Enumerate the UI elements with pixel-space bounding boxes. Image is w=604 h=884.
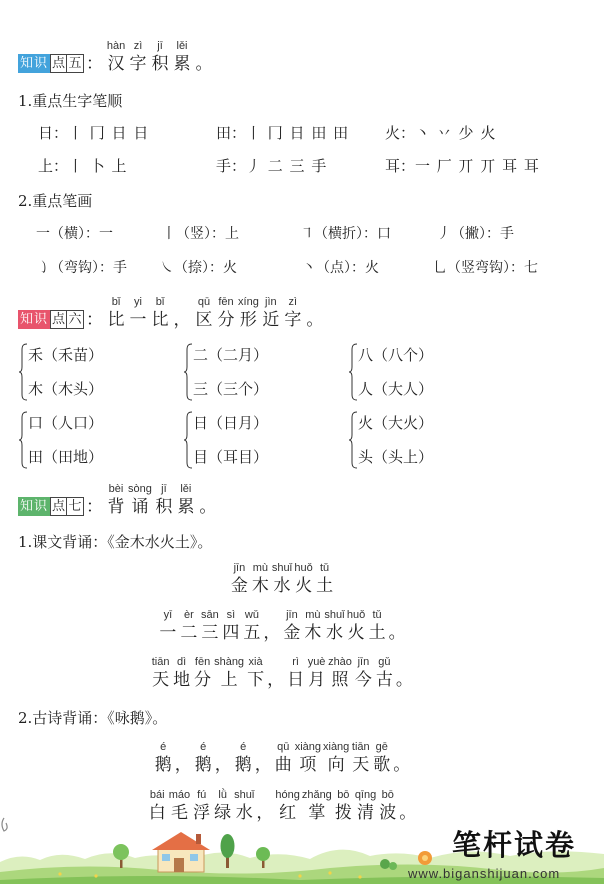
ruby-char — [322, 740, 350, 776]
hanzi: 波 — [379, 803, 397, 823]
ruby-char — [260, 295, 282, 331]
ruby-char — [127, 482, 153, 518]
ruby-char — [105, 482, 127, 518]
hanzi: 一 — [159, 623, 177, 643]
logo-icon — [418, 851, 432, 865]
hanzi: 累 — [177, 497, 195, 517]
brace-icon — [348, 343, 358, 401]
compare-item: 二（二月） — [193, 346, 269, 364]
hanzi: 水 — [273, 576, 291, 596]
hanzi: 清 — [357, 803, 375, 823]
hanzi: ， — [173, 310, 191, 330]
ruby-punct — [304, 295, 326, 331]
hanzi: ， — [263, 623, 281, 643]
house-icon — [152, 832, 210, 872]
compare-group — [18, 343, 148, 401]
hanzi: 土 — [368, 623, 386, 643]
ruby-char — [293, 561, 314, 597]
compare-item: 目（耳目） — [193, 448, 269, 466]
ruby-char — [281, 608, 302, 644]
pinyin: bèi — [108, 483, 124, 495]
compare-group — [183, 343, 313, 401]
ruby-char — [192, 655, 213, 691]
ruby-char — [367, 608, 388, 644]
hanzi: 鹅 — [234, 755, 252, 775]
stroke-item: 丶（点）：火 — [302, 260, 379, 276]
compare-item: 人（大人） — [358, 380, 434, 398]
hanzi: 水 — [326, 623, 343, 643]
pinyin: jīn — [286, 609, 298, 621]
pinyin: é — [160, 741, 167, 753]
watermark-brand: 笔杆试卷 — [452, 828, 577, 862]
pinyin: bǐ — [155, 296, 165, 308]
ruby-char — [150, 655, 171, 691]
pinyin: jìn — [265, 296, 277, 308]
ruby-char — [346, 608, 367, 644]
knowledge-tag-point: 点 — [52, 499, 66, 514]
hanzi: 土 — [316, 576, 334, 596]
stroke-order-item — [38, 124, 149, 142]
hanzi: 红 — [279, 803, 297, 823]
stroke-order-item — [216, 157, 327, 175]
knowledge-tag-number: 七 — [67, 497, 84, 516]
recite-heading-text: 1.课文背诵：《金木水火土》。 — [18, 533, 213, 551]
hanzi: 。 — [306, 310, 324, 330]
stroke-sequence: 丨 冂 日 田 田 — [246, 124, 350, 142]
ruby-punct — [395, 655, 414, 691]
ruby-punct — [193, 39, 215, 75]
hanzi: 今 — [354, 670, 372, 690]
pinyin: bō — [337, 789, 350, 801]
hanzi: 二 — [180, 623, 198, 643]
pinyin: yī — [163, 609, 173, 621]
compare-item: 禾（禾苗） — [28, 346, 104, 364]
ruby-char — [327, 655, 353, 691]
poem-line — [0, 608, 564, 644]
ruby-char — [178, 608, 199, 644]
pinyin: lěi — [180, 483, 192, 495]
ruby-char — [215, 295, 237, 331]
knowledge-tag-point: 点 — [52, 56, 66, 71]
ruby-punct — [266, 655, 285, 691]
hanzi: 拨 — [334, 803, 352, 823]
hanzi: 火 — [347, 623, 365, 643]
hanzi: 毛 — [170, 803, 188, 823]
ruby-char — [323, 608, 345, 644]
hanzi: 地 — [173, 670, 191, 690]
ruby-char — [157, 608, 178, 644]
hanzi: 比 — [107, 310, 125, 330]
hanzi: 分 — [194, 670, 212, 690]
ruby-punct — [262, 608, 281, 644]
ruby-char — [233, 740, 254, 776]
ruby-char — [237, 295, 260, 331]
pinyin: lěi — [176, 40, 188, 52]
hanzi: 。 — [399, 803, 417, 823]
hanzi: 积 — [151, 54, 169, 74]
ruby-char — [282, 295, 304, 331]
stroke-order-char: 日： — [38, 124, 69, 142]
hanzi: 四 — [222, 623, 240, 643]
compare-group — [348, 411, 478, 469]
hanzi: ， — [254, 755, 272, 775]
stroke-order-char: 耳： — [385, 157, 416, 175]
pinyin: dì — [176, 656, 187, 668]
ruby-punct — [254, 740, 273, 776]
compare-item: 田（田地） — [28, 448, 104, 466]
hanzi: 木 — [304, 623, 322, 643]
compare-item: 八（八个） — [358, 346, 434, 364]
pinyin: fú — [197, 789, 207, 801]
hanzi: 木 — [251, 576, 269, 596]
knowledge-tag-point: 点 — [52, 312, 66, 327]
compare-item: 口（人口） — [28, 414, 104, 432]
stroke-order-item — [216, 124, 349, 142]
pinyin: tiān — [151, 656, 170, 668]
ruby-char — [153, 482, 175, 518]
watermark-url: www.biganshijuan.com — [408, 866, 561, 881]
pinyin: mù — [305, 609, 321, 621]
hanzi: 字 — [284, 310, 302, 330]
ruby-char — [149, 295, 171, 331]
pinyin: hàn — [106, 40, 126, 52]
stroke-item: 丨（竖）：上 — [162, 226, 239, 242]
pinyin: máo — [168, 789, 191, 801]
hanzi: 金 — [230, 576, 248, 596]
hanzi: 诵 — [131, 497, 149, 517]
strokes-heading: 2.重点笔画 — [18, 192, 93, 210]
stroke-sequence: 丿 二 三 手 — [246, 157, 328, 175]
knowledge-tag-label: 知识 — [20, 56, 49, 71]
hanzi: 背 — [107, 497, 125, 517]
hanzi: 。 — [195, 54, 213, 74]
hanzi: 近 — [262, 310, 280, 330]
ruby-char — [220, 608, 241, 644]
stroke-order-item — [385, 124, 496, 142]
hanzi: 上 — [220, 670, 238, 690]
hanzi: 歌 — [373, 755, 391, 775]
ruby-char — [294, 740, 322, 776]
stroke-item: 一（横）：一 — [36, 226, 113, 242]
pinyin: gē — [375, 741, 388, 753]
pinyin: jīn — [357, 656, 370, 668]
stroke-sequence: 一 厂 丌 丌 耳 耳 — [415, 157, 540, 175]
ruby-char — [245, 655, 266, 691]
knowledge-tag-number: 六 — [67, 310, 84, 329]
pinyin: qū — [197, 296, 211, 308]
ruby-char — [171, 655, 192, 691]
ruby-char — [353, 655, 374, 691]
knowledge-tag-label: 知识 — [20, 312, 49, 327]
hanzi: 照 — [331, 670, 349, 690]
brace-icon — [183, 343, 193, 401]
pinyin: mù — [252, 562, 269, 574]
stroke-order-heading: 1.重点生字笔顺 — [18, 92, 123, 110]
ruby-char — [175, 482, 197, 518]
compare-item: 火（大火） — [358, 414, 434, 432]
ruby-char — [271, 561, 293, 597]
pinyin: zhǎng — [301, 789, 332, 801]
hanzi: ， — [256, 803, 274, 823]
pinyin: wǔ — [244, 609, 259, 621]
header-colon: ： — [86, 310, 104, 330]
knowledge-point-title — [105, 482, 219, 518]
knowledge-tag-label: 知识 — [20, 499, 49, 514]
pinyin: zì — [288, 296, 298, 308]
ruby-char — [105, 39, 127, 75]
hanzi: 项 — [299, 755, 317, 775]
stroke-order-char: 田： — [216, 124, 247, 142]
stroke-item: 乚（竖弯钩）：七 — [433, 260, 538, 276]
pinyin: tiān — [351, 741, 370, 753]
hanzi: 字 — [129, 54, 147, 74]
hanzi: 曲 — [274, 755, 292, 775]
ruby-char — [314, 561, 335, 597]
hanzi: 分 — [217, 310, 235, 330]
stroke-sequence: 丨 冂 日 日 — [68, 124, 150, 142]
pinyin: bái — [149, 789, 165, 801]
hanzi: 一 — [129, 310, 147, 330]
hanzi: 绿 — [214, 803, 232, 823]
stroke-item: 丿（撇）：手 — [437, 226, 514, 242]
poem-line — [0, 655, 564, 691]
ruby-char — [193, 295, 215, 331]
pinyin: sān — [201, 609, 219, 621]
pinyin: bǐ — [111, 296, 121, 308]
ruby-char — [374, 655, 395, 691]
brace-icon — [18, 411, 28, 469]
ruby-char — [229, 561, 250, 597]
knowledge-point-6-header — [18, 295, 326, 331]
stroke-sequence: 丶 丷 少 火 — [415, 124, 497, 142]
ruby-char — [302, 608, 323, 644]
ruby-char — [105, 295, 127, 331]
pinyin: huǒ — [294, 562, 313, 574]
ruby-char — [371, 740, 392, 776]
pinyin: sòng — [128, 483, 152, 495]
ruby-char — [127, 39, 149, 75]
hanzi: 。 — [393, 755, 411, 775]
compare-item: 木（木头） — [28, 380, 104, 398]
knowledge-point-5-header — [18, 39, 215, 75]
hanzi: 掌 — [308, 803, 326, 823]
hanzi: 下 — [247, 670, 265, 690]
hanzi: ， — [174, 755, 192, 775]
ruby-punct — [392, 740, 411, 776]
hanzi: 月 — [308, 670, 326, 690]
hanzi: 累 — [173, 54, 191, 74]
hanzi: 白 — [148, 803, 166, 823]
pinyin: shuǐ — [271, 562, 293, 574]
knowledge-tag — [18, 497, 84, 516]
ruby-char — [350, 740, 371, 776]
ruby-char — [127, 295, 149, 331]
pinyin: xíng — [238, 296, 259, 308]
pinyin: shuǐ — [234, 789, 255, 801]
brace-icon — [183, 411, 193, 469]
knowledge-point-7-header — [18, 482, 219, 518]
hanzi: 浮 — [193, 803, 211, 823]
pinyin: xià — [248, 656, 263, 668]
pinyin: lǜ — [218, 789, 227, 801]
ruby-char — [153, 740, 174, 776]
pinyin: tǔ — [320, 562, 330, 574]
ruby-char — [285, 655, 306, 691]
hanzi: 水 — [235, 803, 253, 823]
hanzi: 火 — [295, 576, 313, 596]
pinyin: zhào — [328, 656, 352, 668]
ruby-punct — [197, 482, 219, 518]
hanzi: 区 — [195, 310, 213, 330]
ruby-punct — [171, 295, 193, 331]
recite-heading-poem: 2.古诗背诵：《咏鹅》。 — [18, 709, 168, 727]
pinyin: jī — [161, 483, 167, 495]
hanzi: ， — [267, 670, 285, 690]
pinyin: tǔ — [372, 609, 382, 621]
hanzi: 三 — [201, 623, 219, 643]
pinyin: zì — [133, 40, 143, 52]
hanzi: 。 — [395, 670, 413, 690]
pinyin: huǒ — [346, 609, 366, 621]
hanzi: 金 — [283, 623, 301, 643]
knowledge-point-title — [105, 39, 215, 75]
ruby-punct — [214, 740, 233, 776]
hanzi: 。 — [199, 497, 217, 517]
pinyin: hóng — [275, 789, 300, 801]
pinyin: xiàng — [294, 741, 321, 753]
pinyin: yuè — [307, 656, 326, 668]
ruby-char — [250, 561, 271, 597]
compare-group — [18, 411, 148, 469]
knowledge-tag — [18, 310, 84, 329]
stroke-item: ㇕（横折）：口 — [300, 226, 391, 242]
hanzi: 古 — [375, 670, 393, 690]
ruby-char — [193, 740, 214, 776]
compare-item: 头（头上） — [358, 448, 434, 466]
pinyin: é — [240, 741, 247, 753]
pinyin: shàng — [214, 656, 245, 668]
stroke-order-char: 手： — [216, 157, 247, 175]
pinyin: sì — [226, 609, 236, 621]
ruby-char — [213, 655, 245, 691]
hanzi: ， — [214, 755, 232, 775]
pinyin: jī — [157, 40, 163, 52]
hanzi: 向 — [327, 755, 345, 775]
ruby-char — [306, 655, 327, 691]
compare-group — [348, 343, 478, 401]
pinyin: bō — [381, 789, 394, 801]
stroke-sequence: 丨 卜 上 — [68, 157, 128, 175]
compare-item: 三（三个） — [193, 380, 269, 398]
hanzi: 五 — [243, 623, 261, 643]
pinyin: xiàng — [323, 741, 350, 753]
compare-group — [183, 411, 313, 469]
ruby-char — [241, 608, 262, 644]
stroke-order-item — [385, 157, 540, 175]
hanzi: 日 — [287, 670, 305, 690]
pinyin: é — [200, 741, 207, 753]
hanzi: 积 — [155, 497, 173, 517]
header-colon: ： — [86, 54, 104, 74]
hanzi: 比 — [151, 310, 169, 330]
pinyin: gǔ — [378, 656, 391, 668]
pinyin: fēn — [218, 296, 234, 308]
knowledge-tag-number: 五 — [67, 54, 84, 73]
ruby-char — [171, 39, 193, 75]
hanzi: 鹅 — [194, 755, 212, 775]
ruby-punct — [174, 740, 193, 776]
stroke-item: ㇏（捺）：火 — [160, 260, 237, 276]
hanzi: 形 — [239, 310, 257, 330]
hanzi: 汉 — [107, 54, 125, 74]
pinyin: fēn — [194, 656, 211, 668]
hanzi: 。 — [388, 623, 406, 643]
header-colon: ： — [86, 497, 104, 517]
stroke-order-char: 火： — [385, 124, 416, 142]
pinyin: jīn — [233, 562, 246, 574]
compare-item: 日（日月） — [193, 414, 269, 432]
stroke-order-char: 上： — [38, 157, 69, 175]
hanzi: 天 — [152, 670, 170, 690]
pinyin: qīng — [354, 789, 377, 801]
pinyin: rì — [292, 656, 299, 668]
knowledge-point-title — [105, 295, 326, 331]
pinyin: qū — [277, 741, 290, 753]
knowledge-tag — [18, 54, 84, 73]
pinyin: yi — [134, 296, 142, 308]
ruby-char — [199, 608, 220, 644]
stroke-item: ㇁（弯钩）：手 — [36, 260, 127, 276]
brace-icon — [18, 343, 28, 401]
poem-title — [0, 561, 564, 597]
pinyin: shuǐ — [324, 609, 345, 621]
hanzi: 鹅 — [154, 755, 172, 775]
ruby-char — [273, 740, 294, 776]
hanzi: 天 — [352, 755, 370, 775]
ruby-punct — [388, 608, 407, 644]
stroke-order-item — [38, 157, 128, 175]
pinyin: èr — [184, 609, 194, 621]
ruby-char — [149, 39, 171, 75]
brace-icon — [348, 411, 358, 469]
poem-line — [0, 740, 564, 776]
